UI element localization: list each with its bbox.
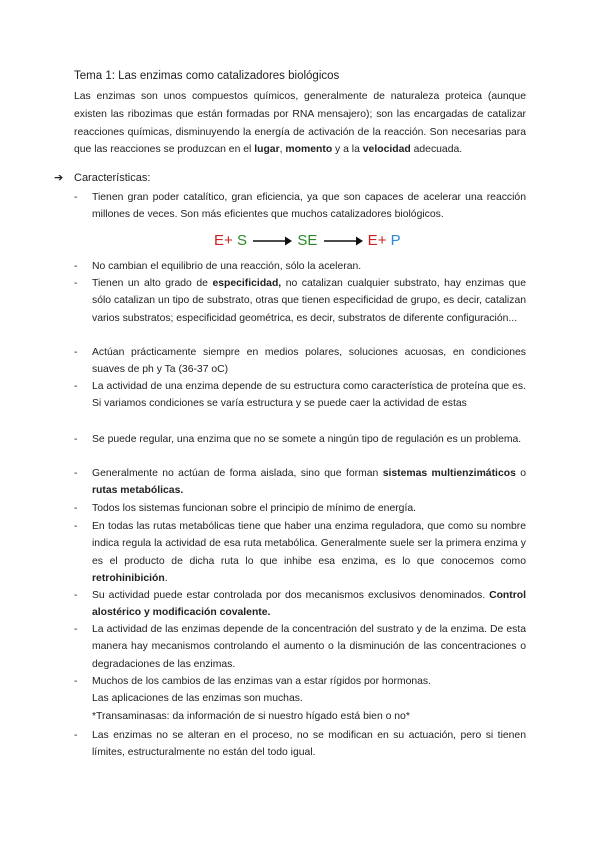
- eq-plus: +: [224, 232, 233, 249]
- arrow-right-icon: [251, 235, 293, 247]
- list-item-text: No cambian el equilibrio de una reacción, sólo la aceleran.: [92, 261, 362, 272]
- bullet-dash: -: [74, 521, 78, 532]
- list-item: [74, 431, 526, 448]
- bold-control: Control alostérico y modificación covalente.: [92, 590, 526, 619]
- list-item-text: Todos los sistemas funcionan sobre el principio de mínimo de energía.: [92, 503, 417, 514]
- page-title: Tema 1: Las enzimas como catalizadores biológicos: [74, 70, 340, 82]
- bullet-dash: -: [74, 278, 78, 289]
- list-item-text: [92, 518, 526, 588]
- text-span: .: [164, 573, 168, 585]
- list-item: [74, 465, 526, 500]
- bullet-dash: -: [74, 347, 78, 358]
- bullet-dash: -: [74, 624, 78, 635]
- list-item-text: La actividad de una enzima depende de su estructura como característica de proteína que es. Si variamos condiciones se varía estructura y se puede caer la actividad de estas: [92, 381, 526, 410]
- text-span: o: [515, 468, 527, 479]
- text-line: Las aplicaciones de las enzimas son muchas.: [92, 693, 303, 705]
- list-item-text: [92, 275, 526, 327]
- bold-retrohinibicion: retrohinibición: [92, 573, 165, 585]
- list-item: [74, 275, 526, 327]
- text-span: no catalizan cualquier substrato, hay enzimas que sólo catalizan un tipo de substrato, otras que tienen especificidad de grupo, es decir, catalizan varios substratos; especificidad geométrica, es decir, substratos de diferente configuración...: [92, 278, 526, 324]
- intro-bold-lugar: lugar: [254, 144, 280, 156]
- eq-enzyme: E: [214, 232, 225, 249]
- bullet-dash: -: [74, 434, 78, 445]
- text-span: Generalmente no actúan de forma aislada, sino que forman: [92, 468, 383, 479]
- arrow-right-icon: [322, 235, 364, 247]
- intro-bold-momento: momento: [285, 144, 333, 156]
- bold-sistemas: sistemas multienzimáticos: [382, 468, 516, 479]
- bold-rutas: rutas metabólicas.: [92, 485, 184, 497]
- intro-text-b: y a la: [332, 144, 363, 156]
- text-span: Tienen un alto grado de: [92, 278, 213, 289]
- bullet-dash: -: [74, 261, 78, 272]
- list-item: [74, 189, 526, 224]
- list-item-text: [92, 587, 526, 622]
- intro-text-c: adecuada.: [410, 144, 463, 156]
- intro-bold-velocidad: velocidad: [362, 144, 411, 156]
- reaction-equation: [214, 232, 401, 249]
- list-item: [74, 621, 526, 673]
- list-item: [74, 673, 526, 725]
- bullet-dash: -: [74, 192, 78, 203]
- bullet-dash: -: [74, 468, 78, 479]
- eq-product: P: [390, 232, 401, 249]
- eq-substrate: S: [236, 232, 247, 249]
- list-item: [74, 378, 526, 413]
- text-span: En todas las rutas metabólicas tiene que haber una enzima reguladora, que como su nombre indica regula la actividad de esa ruta metabólica. Generalmente suele ser la primera enzima y es el producto de dicha ruta lo que inhibe esa enzima, es lo que conocemos como: [92, 521, 526, 567]
- list-item-text: La actividad de las enzimas depende de la concentración del sustrato y de la enzima. De esta manera hay mecanismos controlando el aumento o la disminución de las concentraciones o degradaciones de las enzimas.: [92, 624, 526, 670]
- list-item-text: Actúan prácticamente siempre en medios polares, soluciones acuosas, en condiciones suaves de ph y Ta (36-37 oC): [92, 347, 526, 376]
- intro-paragraph: [74, 88, 526, 159]
- text-span: Su actividad puede estar controlada por dos mecanismos exclusivos denominados.: [92, 590, 490, 601]
- list-item: [74, 587, 526, 622]
- bullet-dash: -: [74, 730, 78, 741]
- eq-plus-out: +: [377, 232, 387, 249]
- list-item-text: Las enzimas no se alteran en el proceso, no se modifican en su actuación, pero si tienen límites, estructuralmente no están del todo igual.: [92, 730, 526, 759]
- text-line: Muchos de los cambios de las enzimas van a estar rígidos por hormonas.: [92, 676, 432, 687]
- list-item: [74, 500, 526, 517]
- intro-text: Las enzimas son unos compuestos químicos, generalmente de naturaleza proteica (aunque existen las ribozimas que están formadas por RNA mensajero); son las encargadas de catalizar reacciones químicas, disminuyendo la energía de activación de la reacción. Son necesarias para que las reacciones se produzcan en el: [74, 91, 526, 156]
- bold-especificidad: especificidad,: [212, 278, 282, 289]
- intro-sep: ,: [279, 144, 286, 156]
- section-label: Características:: [74, 172, 151, 184]
- list-item: [74, 258, 526, 275]
- eq-enzyme-out: E: [367, 232, 378, 249]
- list-item-text: Tienen gran poder catalítico, gran eficiencia, ya que son capaces de acelerar una reacción millones de veces. Son más eficientes que muchos catalizadores biológicos.: [92, 192, 526, 221]
- bullet-dash: -: [74, 676, 78, 687]
- bullet-dash: -: [74, 590, 78, 601]
- list-item: [74, 518, 526, 588]
- arrow-right-icon: ➔: [54, 172, 64, 184]
- bullet-dash: -: [74, 381, 78, 392]
- bullet-dash: -: [74, 503, 78, 514]
- section-heading: [54, 171, 150, 184]
- list-item-text: Se puede regular, una enzima que no se somete a ningún tipo de regulación es un problema.: [92, 434, 522, 445]
- text-line: *Transaminasas: da información de si nuestro hígado está bien o no*: [92, 710, 410, 722]
- list-item: [74, 727, 526, 762]
- eq-complex: SE: [297, 232, 318, 249]
- list-item-text: [92, 673, 526, 725]
- list-item: [74, 344, 526, 379]
- list-item-text: [92, 465, 526, 500]
